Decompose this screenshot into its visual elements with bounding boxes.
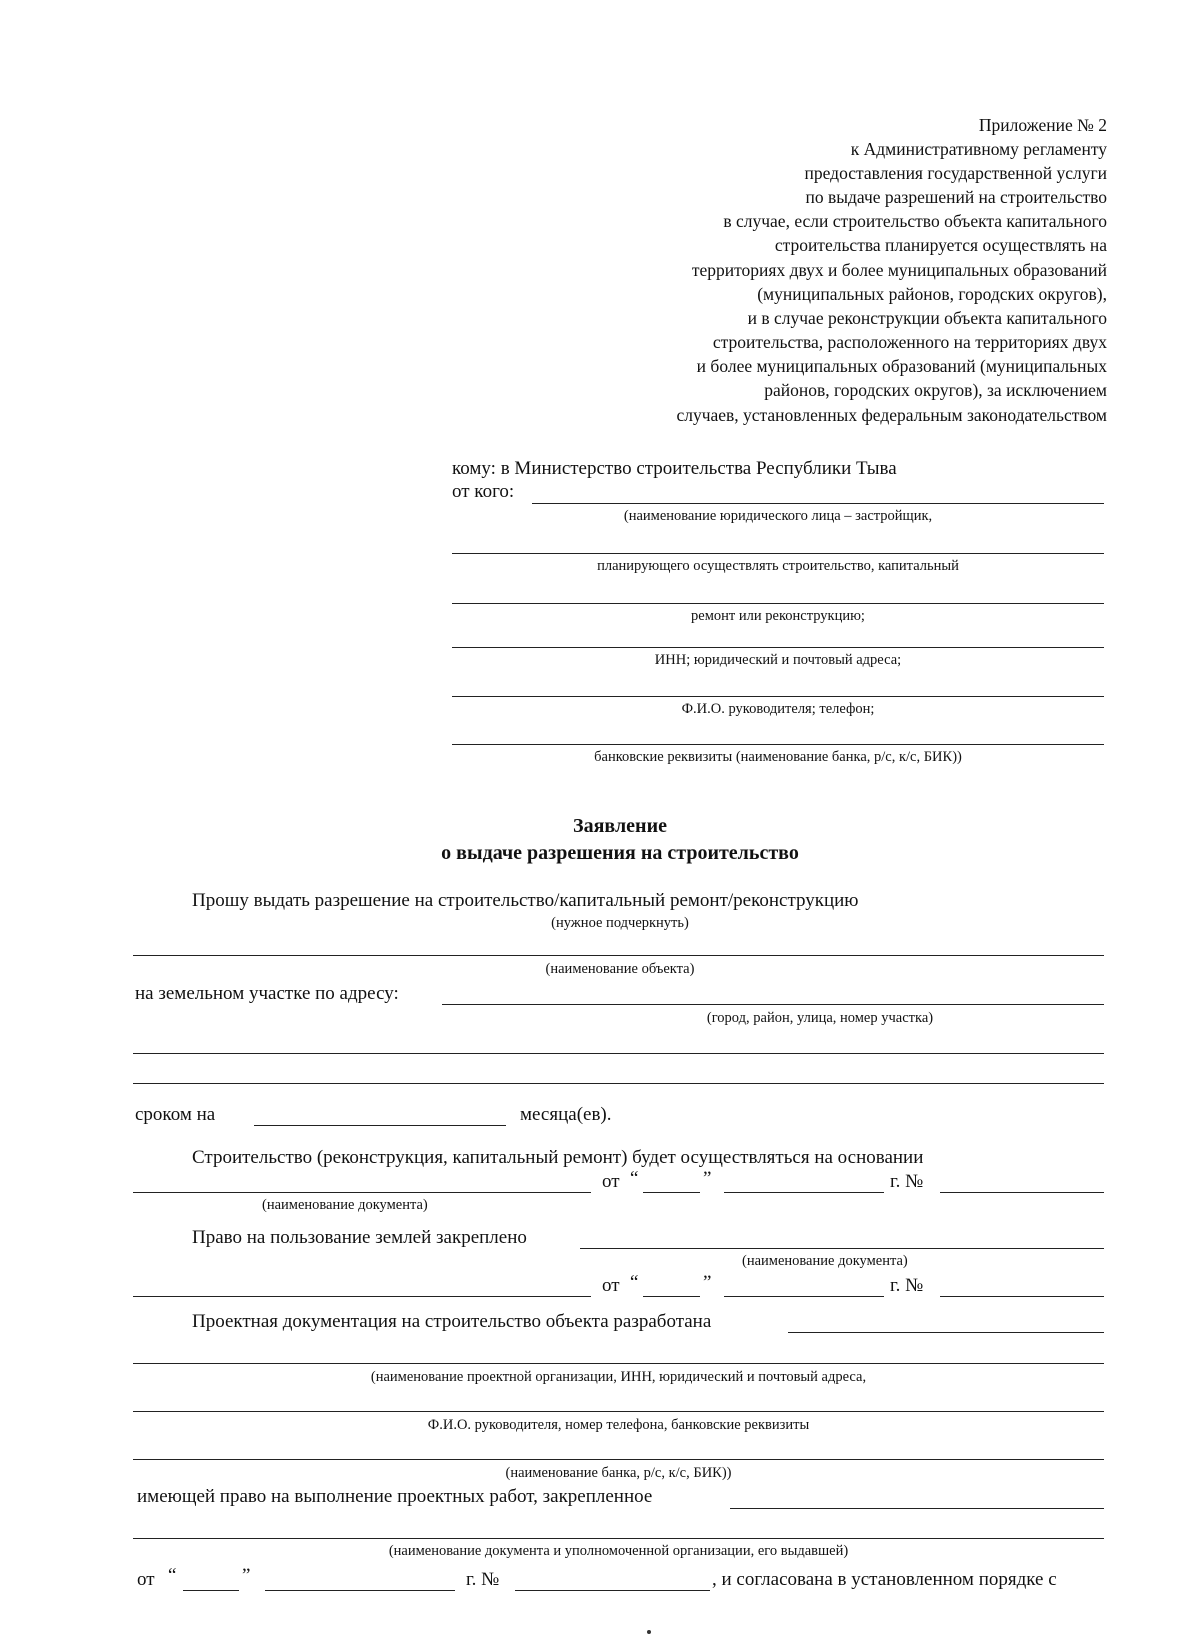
scan-speck (647, 1630, 651, 1634)
right-text: имеющей право на выполнение проектных работ, закрепленное (137, 1486, 653, 1507)
agreed-quote-open: “ (168, 1565, 177, 1586)
agreed-text: , и согласована в установленном порядке с (712, 1569, 1057, 1590)
applicant-field-line[interactable] (452, 553, 1104, 554)
document-subtitle: о выдаче разрешения на строительство (441, 842, 799, 864)
basis-date-field[interactable] (724, 1192, 884, 1193)
design-text: Проектная документация на строительство объекта разработана (192, 1311, 712, 1332)
basis-from-label: от (602, 1171, 620, 1192)
agreed-date-field[interactable] (265, 1590, 455, 1591)
appendix-line: районов, городских округов), за исключением (764, 380, 1107, 400)
design-caption: (наименование проектной организации, ИНН, юридический и почтовый адреса, (370, 1369, 867, 1385)
land-right-document-field-2[interactable] (133, 1296, 591, 1297)
land-caption: (город, район, улица, номер участка) (706, 1010, 934, 1026)
basis-day-field[interactable] (643, 1192, 700, 1193)
design-caption: Ф.И.О. руководителя, номер телефона, банковские реквизиты (427, 1417, 810, 1433)
land-address-field-2[interactable] (133, 1053, 1104, 1054)
design-org-field[interactable] (788, 1332, 1104, 1333)
agreed-from-label: от (137, 1569, 155, 1590)
land-right-date-field[interactable] (724, 1296, 884, 1297)
term-unit: месяца(ев). (520, 1104, 612, 1125)
applicant-field-line[interactable] (452, 603, 1104, 604)
appendix-line: строительства, расположенного на территориях двух (712, 332, 1107, 352)
applicant-name-field[interactable] (532, 503, 1104, 504)
land-right-day-field[interactable] (643, 1296, 700, 1297)
appendix-line: и в случае реконструкции объекта капитального (747, 308, 1107, 328)
land-right-number-field[interactable] (940, 1296, 1104, 1297)
basis-document-field[interactable] (133, 1192, 591, 1193)
land-label: на земельном участке по адресу: (135, 983, 399, 1004)
land-address-field[interactable] (442, 1004, 1104, 1005)
right-document-field[interactable] (730, 1508, 1104, 1509)
basis-number-field[interactable] (940, 1192, 1104, 1193)
object-caption: (наименование объекта) (545, 961, 695, 977)
applicant-field-line[interactable] (452, 696, 1104, 697)
addressee-caption: планирующего осуществлять строительство, капитальный (597, 558, 959, 574)
design-caption: (наименование банка, р/с, к/с, БИК)) (505, 1465, 732, 1481)
land-right-quote-open: “ (630, 1272, 639, 1293)
term-label: сроком на (135, 1104, 216, 1125)
appendix-line: случаев, установленных федеральным законодательством (676, 405, 1107, 425)
basis-year-no: г. № (890, 1171, 924, 1192)
basis-text: Строительство (реконструкция, капитальный ремонт) будет осуществляться на основании (192, 1147, 924, 1168)
design-org-field-4[interactable] (133, 1459, 1104, 1460)
addressee-caption: ИНН; юридический и почтовый адреса; (654, 652, 902, 668)
addressee-caption: (наименование юридического лица – застройщик, (623, 508, 933, 524)
land-right-quote-close: ” (703, 1272, 712, 1293)
appendix-line: к Административному регламенту (850, 139, 1107, 159)
right-document-field-2[interactable] (133, 1538, 1104, 1539)
basis-quote-close: ” (703, 1168, 712, 1189)
document-title: Заявление (573, 815, 667, 837)
design-org-field-2[interactable] (133, 1363, 1104, 1364)
object-name-field[interactable] (133, 955, 1104, 956)
agreed-number-field[interactable] (515, 1590, 710, 1591)
term-field[interactable] (254, 1125, 506, 1126)
agreed-quote-close: ” (242, 1565, 251, 1586)
basis-doc-caption: (наименование документа) (262, 1197, 428, 1213)
applicant-field-line[interactable] (452, 647, 1104, 648)
land-right-text: Право на пользование землей закреплено (192, 1227, 527, 1248)
applicant-field-line[interactable] (452, 744, 1104, 745)
agreed-day-field[interactable] (183, 1590, 239, 1591)
appendix-line: по выдаче разрешений на строительство (805, 187, 1107, 207)
appendix-line: Приложение № 2 (978, 115, 1107, 135)
right-caption: (наименование документа и уполномоченной организации, его выдавшей) (388, 1543, 849, 1559)
land-right-year-no: г. № (890, 1275, 924, 1296)
agreed-year-no: г. № (466, 1569, 500, 1590)
design-org-field-3[interactable] (133, 1411, 1104, 1412)
addressee-to: кому: в Министерство строительства Республики Тыва (452, 458, 897, 479)
addressee-caption: Ф.И.О. руководителя; телефон; (681, 701, 875, 717)
appendix-line: предоставления государственной услуги (804, 163, 1107, 183)
addressee-from-label: от кого: (452, 481, 515, 502)
appendix-line: в случае, если строительство объекта капитального (723, 211, 1107, 231)
appendix-line: (муниципальных районов, городских округов), (757, 284, 1107, 304)
land-right-caption: (наименование документа) (742, 1253, 908, 1269)
land-right-from-label: от (602, 1275, 620, 1296)
request-text: Прошу выдать разрешение на строительство/капитальный ремонт/реконструкцию (192, 890, 859, 911)
appendix-line: строительства планируется осуществлять на (774, 235, 1107, 255)
appendix-line: и более муниципальных образований (муниципальных (696, 356, 1107, 376)
appendix-line: территориях двух и более муниципальных образований (691, 260, 1107, 280)
addressee-caption: банковские реквизиты (наименование банка, р/с, к/с, БИК)) (594, 749, 962, 765)
basis-quote-open: “ (630, 1168, 639, 1189)
land-address-field-3[interactable] (133, 1083, 1104, 1084)
land-right-document-field[interactable] (580, 1248, 1104, 1249)
addressee-caption: ремонт или реконструкцию; (691, 608, 865, 624)
request-caption: (нужное подчеркнуть) (551, 915, 689, 931)
